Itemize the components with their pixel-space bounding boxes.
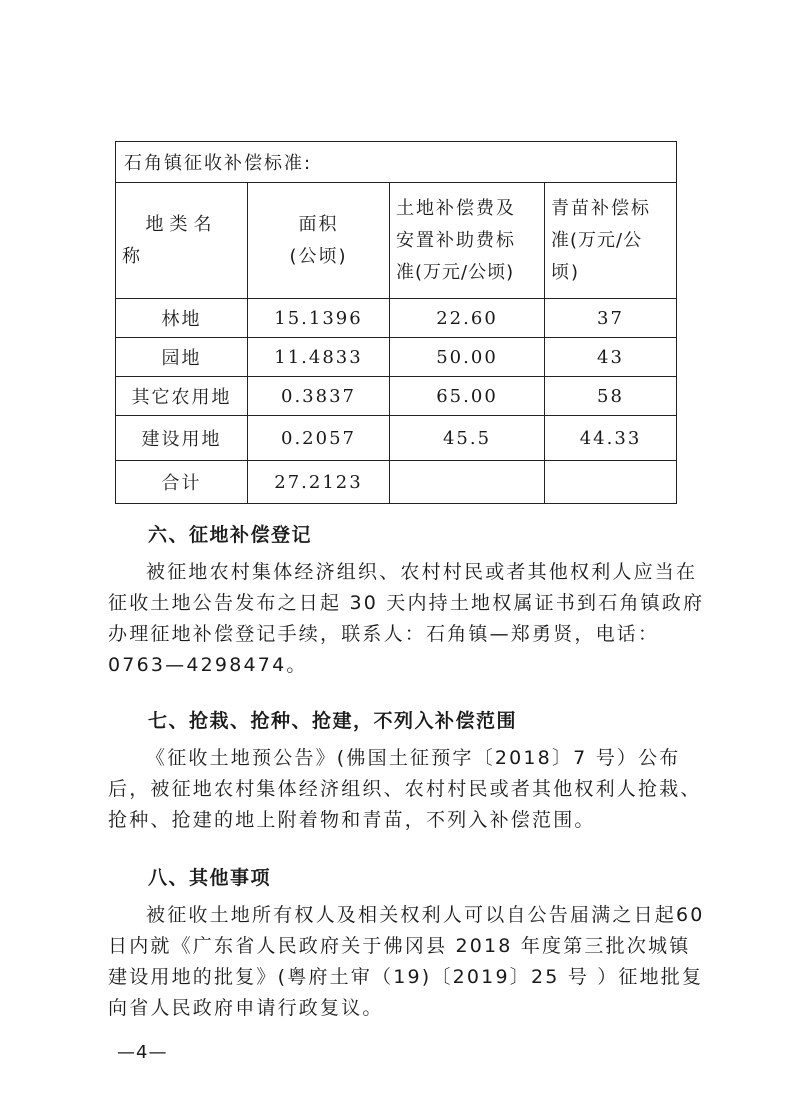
header-crop-line3: 顷): [551, 261, 581, 283]
header-crop-line1: 青苗补偿标: [551, 197, 651, 219]
header-area: [248, 183, 390, 299]
header-area-line2: (公顷): [289, 245, 348, 267]
row-crop-standard: 58: [545, 377, 677, 416]
row-land-type: 园地: [116, 338, 248, 377]
row-land-standard: 45.5: [390, 416, 545, 461]
header-land-type-line1: 地类名: [145, 213, 218, 235]
row-land-standard: 22.60: [390, 299, 545, 338]
page-number: —4—: [117, 1042, 168, 1063]
section-7-body: 《征收土地预公告》(佛国土征预字〔2018〕7 号）公布后，被征地农村集体经济组织、农村村民或者其他权利人抢栽、抢种、抢建的地上附着物和青苗，不列入补偿范围。: [108, 747, 702, 831]
section-6-heading: 六、征地补偿登记: [148, 524, 313, 546]
table-header-row: [116, 183, 677, 299]
table-total-row: [116, 461, 677, 504]
row-area: 15.1396: [248, 299, 390, 338]
row-crop-standard: 44.33: [545, 416, 677, 461]
header-land-line2: 安置补助费标: [396, 229, 516, 251]
table-row: [116, 377, 677, 416]
row-crop-standard: 43: [545, 338, 677, 377]
section-8-body: 被征收土地所有权人及相关权利人可以自公告届满之日起60日内就《广东省人民政府关于佛冈县 2018 年度第三批次城镇建设用地的批复》(粤府土审（19)〔2019〕25 号 ）征地批复向省人民政府申请行政复议。: [108, 904, 705, 1019]
table-row: [116, 338, 677, 377]
row-area: 0.2057: [248, 416, 390, 461]
row-area: 0.3837: [248, 377, 390, 416]
row-land-standard: 50.00: [390, 338, 545, 377]
section-6-body: 被征地农村集体经济组织、农村村民或者其他权利人应当在征收土地公告发布之日起 30 天内持土地权属证书到石角镇政府办理征地补偿登记手续，联系人：石角镇—郑勇贤，电话：0763—4298474。: [108, 561, 705, 676]
table-caption: 石角镇征收补偿标准:: [116, 142, 677, 183]
row-crop-standard: 37: [545, 299, 677, 338]
row-land-type: 林地: [116, 299, 248, 338]
table-row: [116, 299, 677, 338]
row-land-standard: 65.00: [390, 377, 545, 416]
header-land-line3: 准(万元/公顷): [396, 261, 515, 283]
total-label: 合计: [116, 461, 248, 504]
header-land-line1: 土地补偿费及: [396, 197, 516, 219]
header-land-compensation: [390, 183, 545, 299]
row-area: 11.4833: [248, 338, 390, 377]
total-area: 27.2123: [248, 461, 390, 504]
total-crop-standard: [545, 461, 677, 504]
section-8-heading: 八、其他事项: [148, 867, 272, 889]
header-land-type-line2: 称: [122, 245, 142, 267]
compensation-table: [115, 141, 677, 504]
header-land-type: [116, 183, 248, 299]
row-land-type: 建设用地: [116, 416, 248, 461]
header-area-line1: 面积: [298, 213, 339, 235]
header-crop-line2: 准(万元/公: [551, 229, 643, 251]
section-7-heading: 七、抢栽、抢种、抢建，不列入补偿范围: [148, 710, 518, 732]
row-land-type: 其它农用地: [116, 377, 248, 416]
total-land-standard: [390, 461, 545, 504]
table-row: [116, 416, 677, 461]
header-crop-compensation: [545, 183, 677, 299]
